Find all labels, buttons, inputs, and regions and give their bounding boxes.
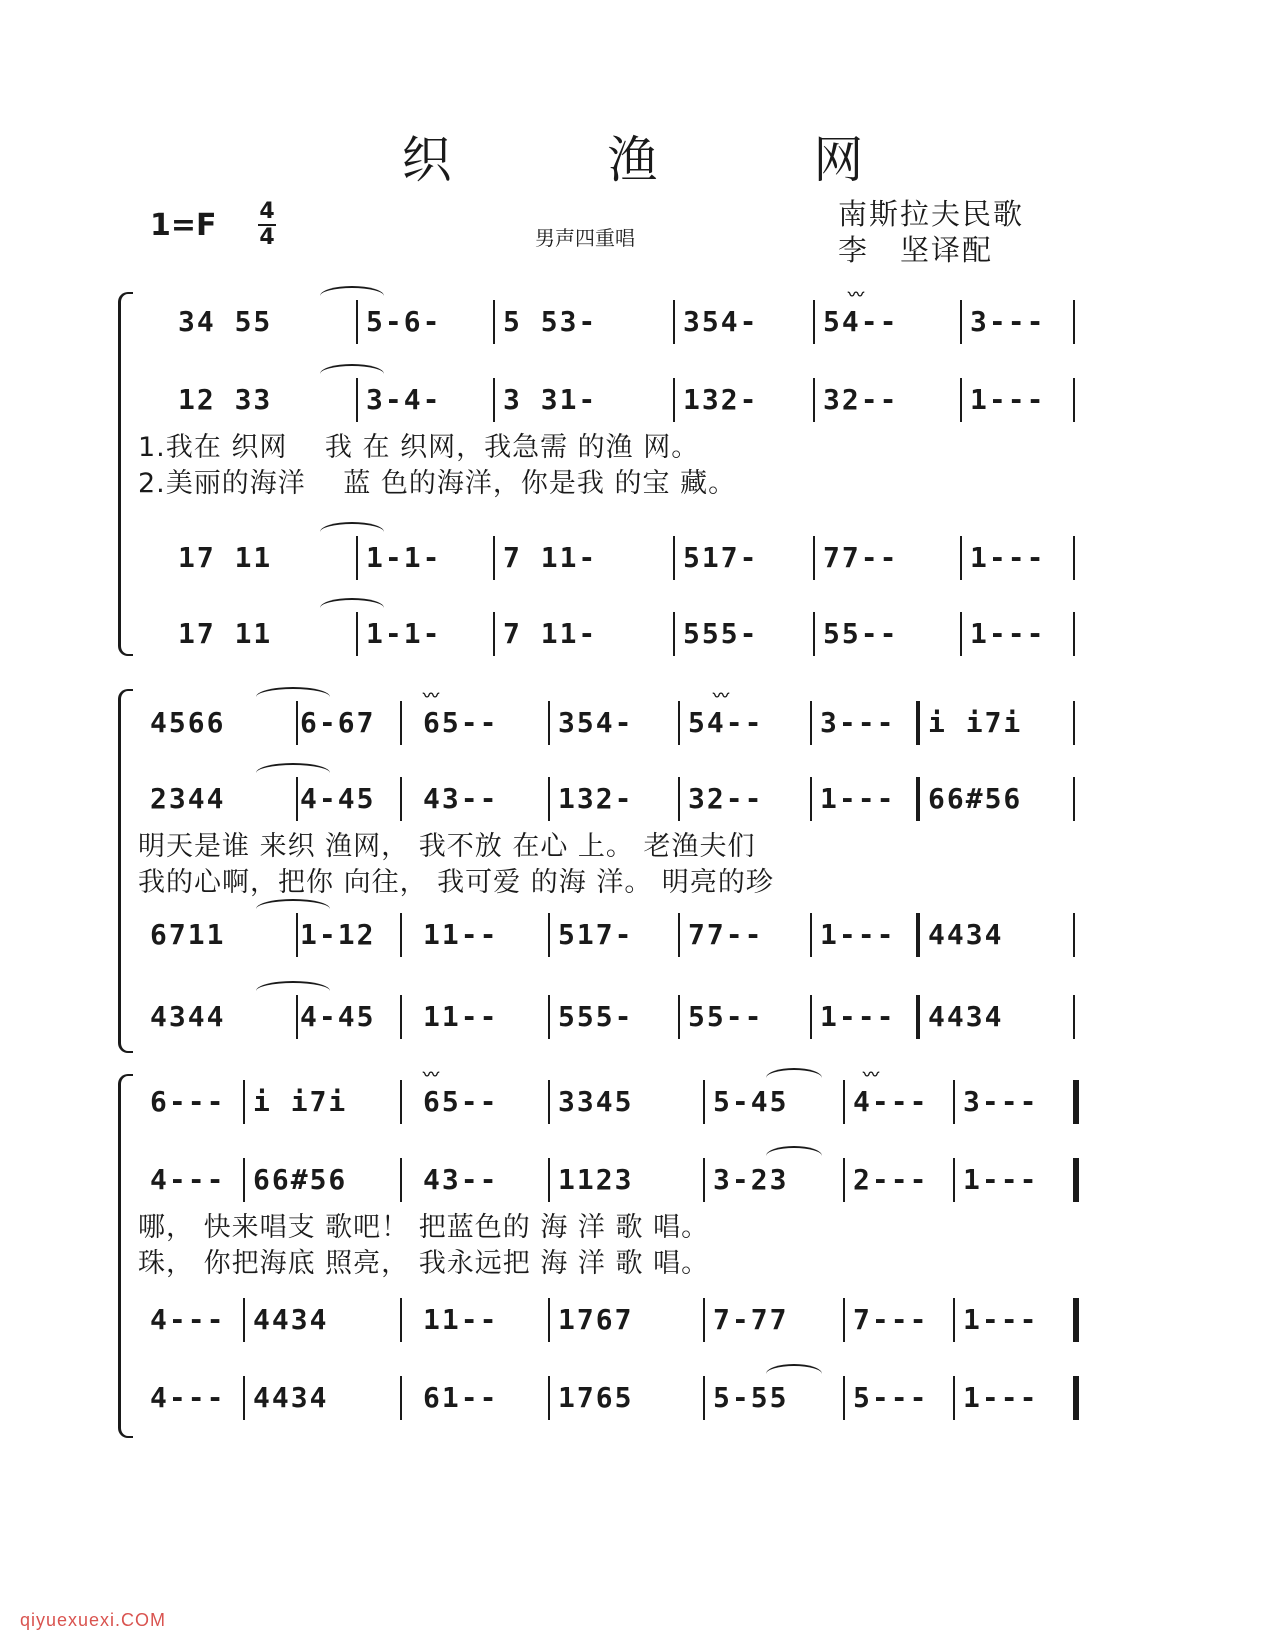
part-line <box>138 536 1088 580</box>
measure: 5 53- <box>503 305 598 338</box>
barline <box>813 378 815 422</box>
measure: 132- <box>683 383 759 416</box>
barline <box>493 536 495 580</box>
barline <box>678 701 680 745</box>
barline <box>813 536 815 580</box>
barline <box>1073 300 1075 344</box>
measure: 354- <box>683 305 759 338</box>
barline <box>843 1158 845 1202</box>
measure: 4-45 <box>300 782 376 815</box>
slur <box>766 1146 822 1166</box>
system-brace <box>118 1074 133 1438</box>
measure: 3-23 <box>713 1163 789 1196</box>
barline <box>1073 378 1075 422</box>
measure: 66#56 <box>928 782 1023 815</box>
part-line <box>138 995 1088 1039</box>
measure: 1--- <box>970 383 1046 416</box>
barline <box>810 913 812 957</box>
slur <box>766 1068 822 1088</box>
measure: 6--- <box>150 1085 226 1118</box>
barline <box>703 1080 705 1124</box>
barline <box>400 701 402 745</box>
measure: 43-- <box>423 1163 499 1196</box>
barline <box>843 1298 845 1342</box>
measure: 1--- <box>963 1381 1039 1414</box>
slur <box>256 899 330 919</box>
mordent: 〰 <box>423 1065 440 1084</box>
barline <box>916 913 920 957</box>
barline <box>810 777 812 821</box>
barline <box>916 777 920 821</box>
measure: 3--- <box>820 706 896 739</box>
measure: 4434 <box>253 1303 329 1336</box>
barline <box>548 1298 550 1342</box>
measure: 5-45 <box>713 1085 789 1118</box>
measure: 4--- <box>150 1381 226 1414</box>
barline <box>953 1298 955 1342</box>
measure: 4--- <box>150 1163 226 1196</box>
measure: 34 55 <box>178 305 273 338</box>
barline <box>400 777 402 821</box>
measure: 7--- <box>853 1303 929 1336</box>
measure: 1--- <box>970 541 1046 574</box>
measure: 17 11 <box>178 617 273 650</box>
measure: i i7i <box>928 706 1023 739</box>
barline <box>243 1298 245 1342</box>
lyric-verse-2: 我的心啊，把你 向往， 我可爱 的海 洋。 明亮的珍 <box>138 867 774 898</box>
part-line <box>138 1065 1088 1124</box>
measure: 43-- <box>423 782 499 815</box>
barline <box>548 1376 550 1420</box>
measure: 3-4- <box>366 383 442 416</box>
barline <box>960 300 962 344</box>
barline <box>548 1080 550 1124</box>
measure: 32-- <box>688 782 764 815</box>
measure: 354- <box>558 706 634 739</box>
measure: 1--- <box>820 918 896 951</box>
slur <box>320 598 384 618</box>
barline <box>493 300 495 344</box>
measure: 55-- <box>823 617 899 650</box>
measure: 11-- <box>423 918 499 951</box>
part-line <box>138 1158 1088 1202</box>
barline <box>548 777 550 821</box>
measure: i i7i <box>253 1085 348 1118</box>
lyric-verse-1: 1.我在 织网 我 在 织网，我急需 的渔 网。 <box>138 432 700 463</box>
barline <box>1073 777 1075 821</box>
slur <box>256 763 330 783</box>
barline <box>243 1080 245 1124</box>
measure: 2--- <box>853 1163 929 1196</box>
measure: 3 31- <box>503 383 598 416</box>
barline <box>243 1158 245 1202</box>
barline <box>548 995 550 1039</box>
measure: 3--- <box>963 1085 1039 1118</box>
credit-translator: 李 坚译配 <box>838 233 994 267</box>
measure: 5-55 <box>713 1381 789 1414</box>
measure: 17 11 <box>178 541 273 574</box>
barline <box>400 995 402 1039</box>
barline <box>953 1080 955 1124</box>
measure: 11-- <box>423 1000 499 1033</box>
measure: 1--- <box>820 1000 896 1033</box>
measure: 1123 <box>558 1163 634 1196</box>
barline <box>296 777 298 821</box>
barline <box>1073 612 1075 656</box>
part-line <box>138 913 1088 957</box>
barline <box>548 701 550 745</box>
performance-type: 男声四重唱 <box>535 226 635 250</box>
measure: 555- <box>683 617 759 650</box>
measure: 7 11- <box>503 617 598 650</box>
barline <box>356 300 358 344</box>
measure: 7 11- <box>503 541 598 574</box>
barline <box>296 701 298 745</box>
part-line <box>138 1376 1088 1420</box>
measure: 6-67 <box>300 706 376 739</box>
measure: 1--- <box>970 617 1046 650</box>
mordent: 〰 <box>863 1065 880 1084</box>
measure: 4434 <box>928 918 1004 951</box>
slur <box>256 687 330 707</box>
time-signature-top: 4 <box>259 199 275 224</box>
measure: 1-1- <box>366 617 442 650</box>
measure: 65-- <box>423 1085 499 1118</box>
barline <box>813 300 815 344</box>
system-brace <box>118 689 133 1053</box>
measure: 1-1- <box>366 541 442 574</box>
barline <box>548 1158 550 1202</box>
mordent: 〰 <box>423 686 440 705</box>
measure: 1765 <box>558 1381 634 1414</box>
part-line <box>138 378 1088 422</box>
barline <box>813 612 815 656</box>
mordent: 〰 <box>848 285 865 304</box>
barline <box>1073 913 1075 957</box>
measure: 54-- <box>823 305 899 338</box>
barline <box>493 612 495 656</box>
barline <box>916 701 920 745</box>
barline <box>810 701 812 745</box>
barline <box>400 1158 402 1202</box>
measure: 11-- <box>423 1303 499 1336</box>
lyric-verse-1: 哪， 快来唱支 歌吧！ 把蓝色的 海 洋 歌 唱。 <box>138 1212 710 1243</box>
barline <box>1073 995 1075 1039</box>
barline <box>953 1158 955 1202</box>
measure: 5--- <box>853 1381 929 1414</box>
song-title: 织 渔 网 <box>401 131 934 189</box>
lyric-verse-1: 明天是谁 来织 渔网， 我不放 在心 上。 老渔夫们 <box>138 831 756 862</box>
barline <box>916 995 920 1039</box>
final-barline <box>1073 1376 1079 1420</box>
measure: 1-12 <box>300 918 376 951</box>
measure: 2344 <box>150 782 226 815</box>
measure: 1--- <box>963 1163 1039 1196</box>
key-signature: 1=F <box>150 208 217 243</box>
measure: 77-- <box>688 918 764 951</box>
barline <box>400 913 402 957</box>
barline <box>703 1376 705 1420</box>
credit-origin: 南斯拉夫民歌 <box>838 197 1025 231</box>
system-1 <box>118 282 1088 662</box>
measure: 5-6- <box>366 305 442 338</box>
barline <box>960 612 962 656</box>
measure: 4434 <box>253 1381 329 1414</box>
measure: 55-- <box>688 1000 764 1033</box>
barline <box>400 1298 402 1342</box>
watermark: qiyuexuexi.COM <box>20 1610 167 1630</box>
measure: 555- <box>558 1000 634 1033</box>
barline <box>703 1298 705 1342</box>
measure: 1--- <box>963 1303 1039 1336</box>
part-line <box>138 777 1088 821</box>
slur <box>320 522 384 542</box>
measure: 3--- <box>970 305 1046 338</box>
system-brace <box>118 292 133 656</box>
measure: 54-- <box>688 706 764 739</box>
measure: 4--- <box>150 1303 226 1336</box>
part-line <box>138 1298 1088 1342</box>
system-2 <box>118 685 1088 1057</box>
measure: 517- <box>558 918 634 951</box>
slur <box>320 286 384 306</box>
measure: 4--- <box>853 1085 929 1118</box>
measure: 65-- <box>423 706 499 739</box>
measure: 12 33 <box>178 383 273 416</box>
barline <box>243 1376 245 1420</box>
barline <box>548 913 550 957</box>
barline <box>843 1080 845 1124</box>
barline <box>493 378 495 422</box>
barline <box>1073 536 1075 580</box>
final-barline <box>1073 1298 1079 1342</box>
barline <box>356 536 358 580</box>
barline <box>953 1376 955 1420</box>
barline <box>296 995 298 1039</box>
barline <box>296 913 298 957</box>
slur <box>766 1364 822 1384</box>
barline <box>673 612 675 656</box>
part-line <box>138 285 1088 344</box>
final-barline <box>1073 1080 1079 1124</box>
barline <box>1073 701 1075 745</box>
final-barline <box>1073 1158 1079 1202</box>
barline <box>400 1376 402 1420</box>
measure: 1767 <box>558 1303 634 1336</box>
measure: 4-45 <box>300 1000 376 1033</box>
part-line <box>138 612 1088 656</box>
barline <box>673 536 675 580</box>
barline <box>960 536 962 580</box>
measure: 6711 <box>150 918 226 951</box>
measure: 66#56 <box>253 1163 348 1196</box>
barline <box>810 995 812 1039</box>
slur <box>320 364 384 384</box>
measure: 4434 <box>928 1000 1004 1033</box>
time-signature <box>258 200 276 250</box>
measure: 517- <box>683 541 759 574</box>
lyric-verse-2: 珠， 你把海底 照亮， 我永远把 海 洋 歌 唱。 <box>138 1248 710 1279</box>
barline <box>400 1080 402 1124</box>
system-3 <box>118 1065 1088 1442</box>
barline <box>843 1376 845 1420</box>
part-line <box>138 686 1088 745</box>
measure: 7-77 <box>713 1303 789 1336</box>
barline <box>678 777 680 821</box>
mordent: 〰 <box>713 686 730 705</box>
barline <box>960 378 962 422</box>
barline <box>673 378 675 422</box>
measure: 4344 <box>150 1000 226 1033</box>
measure: 32-- <box>823 383 899 416</box>
barline <box>703 1158 705 1202</box>
measure: 61-- <box>423 1381 499 1414</box>
measure: 4566 <box>150 706 226 739</box>
measure: 1--- <box>820 782 896 815</box>
measure: 3345 <box>558 1085 634 1118</box>
slur <box>256 981 330 1001</box>
barline <box>356 612 358 656</box>
time-signature-bottom: 4 <box>259 225 275 250</box>
measure: 77-- <box>823 541 899 574</box>
barline <box>356 378 358 422</box>
lyric-verse-2: 2.美丽的海洋 蓝 色的海洋，你是我 的宝 藏。 <box>138 468 737 499</box>
barline <box>678 913 680 957</box>
credits <box>838 196 1024 268</box>
measure: 132- <box>558 782 634 815</box>
barline <box>673 300 675 344</box>
barline <box>678 995 680 1039</box>
